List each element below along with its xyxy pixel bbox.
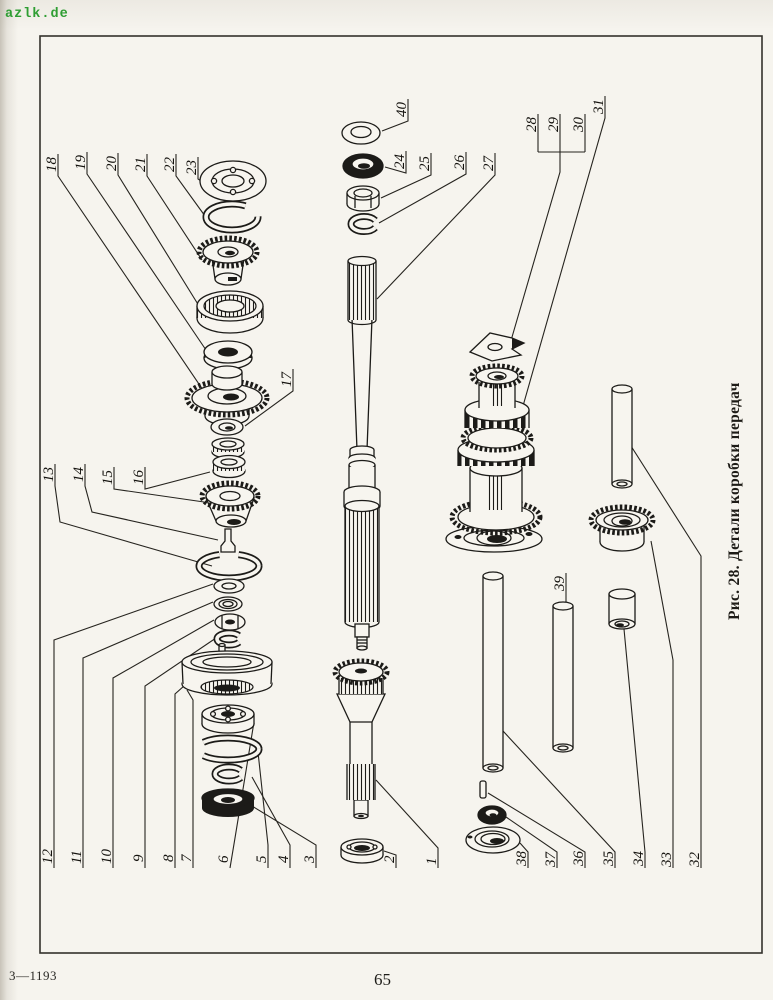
part-37-seal-ring <box>478 806 506 824</box>
part-label-8: 8 <box>161 854 177 862</box>
part-label-38: 38 <box>514 851 530 866</box>
part-18-first-gear <box>187 366 267 425</box>
part-label-18: 18 <box>44 157 60 172</box>
part-38-washer <box>466 827 520 853</box>
part-23-ball-bearing <box>200 161 266 201</box>
part-2-ball-bearing <box>341 839 383 863</box>
part-10-lock-washer <box>215 614 245 630</box>
part-label-27: 27 <box>481 156 497 171</box>
part-label-17: 17 <box>279 372 295 387</box>
part-label-10: 10 <box>99 849 115 864</box>
figure-caption: Рис. 28. Детали коробки передач <box>726 382 743 620</box>
part-label-6: 6 <box>216 855 232 863</box>
part-label-16: 16 <box>131 470 147 485</box>
part-label-32: 32 <box>687 852 703 867</box>
part-label-19: 19 <box>73 155 89 170</box>
part-label-22: 22 <box>162 157 178 172</box>
part-28-30-lock-plate <box>470 333 524 361</box>
part-15-gear <box>202 483 258 527</box>
part-label-28: 28 <box>524 117 540 132</box>
part-17-thrust-washer <box>211 419 243 435</box>
part-36-pin <box>480 781 486 798</box>
part-label-39: 39 <box>552 576 568 591</box>
part-19-toothed-ring <box>204 341 252 369</box>
part-label-21: 21 <box>133 157 149 172</box>
part-24-seal-ring <box>343 154 383 178</box>
part-label-24: 24 <box>392 154 408 169</box>
part-1-input-shaft <box>335 661 387 819</box>
part-label-30: 30 <box>571 117 587 132</box>
part-6-ball-bearing <box>202 705 254 733</box>
part-39-shaft-tube <box>553 602 573 752</box>
part-7-synchro-drum <box>182 651 272 695</box>
part-label-35: 35 <box>601 851 617 866</box>
part-11-washer <box>214 597 242 611</box>
part-22-snap-ring <box>206 204 258 230</box>
part-label-4: 4 <box>276 855 292 863</box>
part-label-12: 12 <box>40 849 56 864</box>
part-12-washer <box>214 579 244 593</box>
part-label-29: 29 <box>546 117 562 132</box>
part-label-26: 26 <box>452 155 468 170</box>
part-4-snap-ring <box>215 767 243 781</box>
leader-lines <box>54 96 701 868</box>
watermark: azlk.de <box>5 7 69 22</box>
part-label-3: 3 <box>302 855 318 863</box>
part-label-31: 31 <box>591 99 607 114</box>
part-label-25: 25 <box>417 156 433 171</box>
part-40-washer <box>342 122 380 144</box>
part-label-20: 20 <box>104 156 120 171</box>
print-code: 3—1193 <box>9 968 58 983</box>
part-3-seal-bearing <box>202 789 254 817</box>
part-33-reverse-gear <box>591 507 653 551</box>
part-label-9: 9 <box>131 854 147 862</box>
part-label-1: 1 <box>424 857 440 865</box>
part-32-shaft-tube <box>612 385 632 488</box>
part-label-5: 5 <box>254 855 270 863</box>
part-label-37: 37 <box>543 852 559 867</box>
part-label-36: 36 <box>571 851 587 866</box>
part-26-snap-ring <box>351 217 377 232</box>
part-label-7: 7 <box>179 854 195 862</box>
part-label-34: 34 <box>631 851 647 866</box>
part-label-14: 14 <box>71 467 87 482</box>
part-label-2: 2 <box>382 855 398 863</box>
part-16-roller-bearings <box>212 438 245 478</box>
part-13-half-ring <box>199 554 259 578</box>
part-label-23: 23 <box>184 160 200 175</box>
part-label-15: 15 <box>100 470 116 485</box>
part-label-33: 33 <box>659 852 675 867</box>
part-35-shaft-tube-long <box>483 572 503 772</box>
part-25-nut <box>347 186 379 211</box>
part-label-11: 11 <box>69 850 85 864</box>
part-14-key <box>221 529 235 552</box>
part-label-13: 13 <box>41 467 57 482</box>
part-27-main-shaft <box>344 257 380 651</box>
part-21-gear <box>199 238 257 285</box>
part-31-cluster-gear <box>446 366 542 552</box>
part-label-40: 40 <box>394 102 410 117</box>
part-20-synchro-hub <box>197 291 263 333</box>
part-34-bushing <box>609 589 635 629</box>
page-number: 65 <box>374 970 391 989</box>
